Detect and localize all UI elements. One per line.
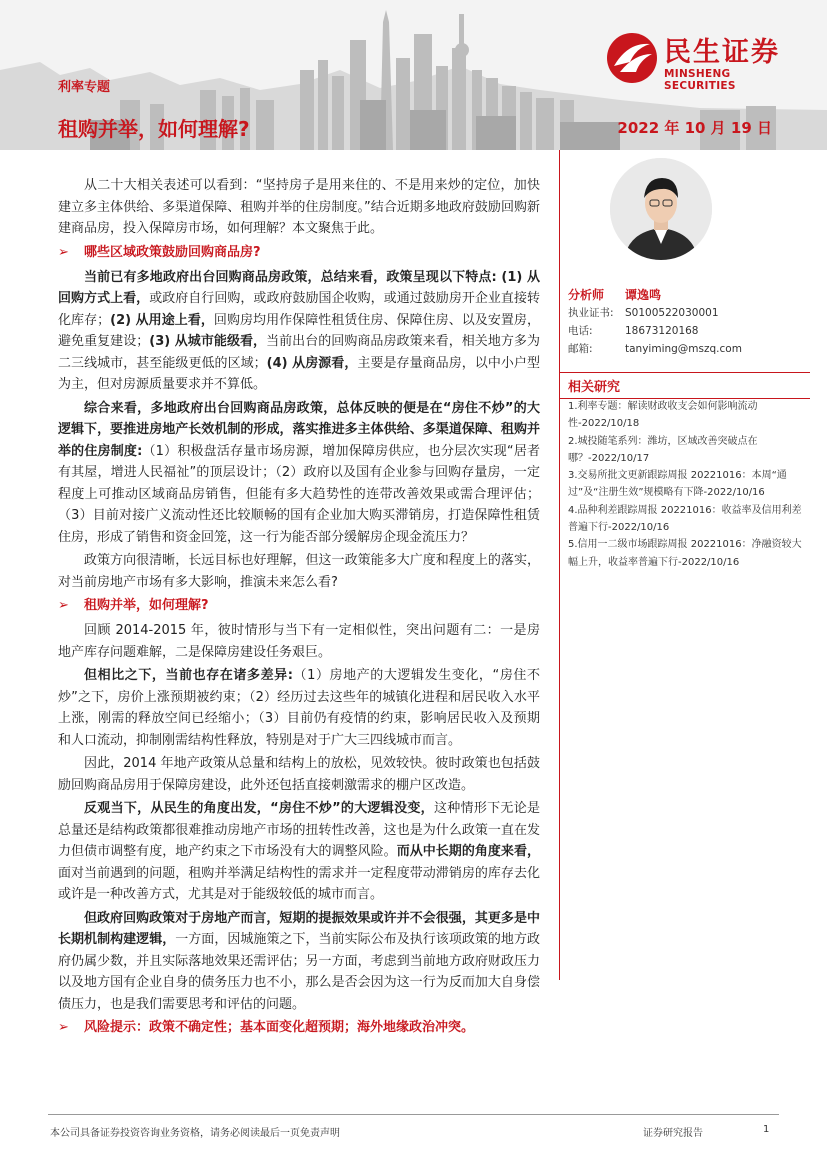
phone-label: 电话: — [568, 325, 593, 337]
phone-number: 18673120168 — [625, 325, 699, 337]
paragraph: 回顾 2014-2015 年，彼时情形与当下有一定相似性，突出问题有二：一是房地产库存问题难解，二是保障房建设任务艰巨。 — [58, 623, 540, 660]
paragraph: 但政府回购政策对于房地产而言，短期的提振效果或许并不会很强，其更多是中长期机制构建逻辑，一方面，因城施策之下，当前实际公布及执行该项政策的地方政府仍属少数，并且实际落地效果还需评估；另一方面，考虑到当前地方政府财政压力以及地方国有企业自身的债务压力也不小，那么是否会因为这一行为反而加大自身偿债压力，也是我们需要思考和评估的问题。 — [58, 910, 540, 1012]
analyst-title-label: 分析师 — [568, 288, 605, 302]
paragraph: 综合来看，多地政府出台回购商品房政策，总体反映的便是在“房住不炒”的大逻辑下，要推进房地产长效机制的形成，落实推进多主体供给、多渠道保障、租购并举的住房制度:（1）积极盘活存量市场房源，增加保障房供应，也分层次实现“居者有其屋，增进人民福祉”的顶层设计；（2）政府以及国有企业参与回购存量房，一定程度上可推动区域商品房销售，但能有多大趋势性的连带改善效果或需合理评估；（3）目前对接广义流动性还比较顺畅的国有企业加大购买滞销房，打造保障性租赁住房，形成了销售和资金回笼，这一行为能否部分缓解房企现金流压力？ — [58, 400, 541, 545]
footer-doc-type: 证券研究报告 — [643, 1128, 703, 1139]
cert-label: 执业证书: — [568, 307, 614, 319]
related-research-heading: 相关研究 — [560, 372, 810, 399]
related-research-list — [568, 398, 804, 571]
risk-warning: ➢ 风险提示：政策不确定性；基本面变化超预期；海外地缘政治冲突。 — [58, 1017, 540, 1038]
minsheng-logo — [606, 30, 806, 90]
sidebar — [559, 150, 810, 980]
paragraph: 政策方向很清晰，长远目标也好理解，但这一政策能多大广度和程度上的落实，对当前房地产市场有多大影响，推演未来怎么看? — [58, 553, 540, 590]
page-number: 1 — [763, 1124, 770, 1135]
related-item[interactable]: 3.交易所批文更新跟踪周报 20221016：本周“通过”及“注册生效”规模略有下降-2022/10/16 — [568, 470, 787, 499]
analyst-photo — [610, 158, 712, 260]
related-item[interactable]: 5.信用一二级市场跟踪周报 20221016：净融资较大幅上升，收益率普遍下行-2022/10/16 — [568, 539, 802, 568]
arrow-bullet-icon: ➢ — [58, 598, 69, 613]
analyst-info — [568, 286, 808, 358]
report-title: 租购并举，如何理解? — [58, 117, 250, 141]
analyst-name: 谭逸鸣 — [625, 288, 662, 302]
related-item[interactable]: 4.品种利差跟踪周报 20221016：收益率及信用利差普遍下行-2022/10/16 — [568, 504, 802, 534]
analyst-avatar-icon — [610, 158, 712, 260]
section-heading: ➢ 哪些区域政策鼓励回购商品房? — [58, 242, 540, 263]
cert-number: S0100522030001 — [625, 307, 719, 319]
paragraph: 但相比之下，当前也存在诸多差异:（1）房地产的大逻辑发生变化，“房住不炒”之下，房价上涨预期被约束；（2）经历过去这些年的城镇化进程和居民收入水平上涨，刚需的释放空间已经缩小；（3）目前仍有疫情的约束，影响居民收入及预期和人口流动，抑制刚需结构性释放，特别是对于广大三四线城市而言。 — [58, 668, 540, 748]
minsheng-emblem-icon — [606, 32, 658, 84]
report-date: 2022 年 10 月 19 日 — [617, 119, 772, 137]
paragraph: 反观当下，从民生的角度出发，“房住不炒”的大逻辑没变，这种情形下无论是总量还是结构政策都很难推动房地产市场的扭转性改善，这也是为什么政策一直在发力但债市调整有度，地产约束之下市场没有大的调整风险。而从中长期的角度来看，面对当前遇到的问题，租购并举满足结构性的需求并一定程度带动滞销房的库存去化或许是一种改善方式，尤其是对于能级较低的城市而言。 — [58, 801, 540, 902]
related-item[interactable]: 1.利率专题：解读财政收支会如何影响流动性-2022/10/18 — [568, 401, 758, 430]
paragraph: 因此，2014 年地产政策从总量和结构上的放松，见效较快。彼时政策也包括鼓励回购商品房用于保障房建设，此外还包括直接刺激需求的棚户区改造。 — [58, 756, 540, 793]
report-category: 利率专题 — [58, 80, 111, 95]
email-label: 邮箱: — [568, 343, 593, 355]
paragraph: 当前已有多地政府出台回购商品房政策，总结来看，政策呈现以下特点: (1) 从回购方式上看，或政府自行回购，或政府鼓励国企收购，或通过鼓励房开企业直接转化库存；(2) 从用途上看，回购房均用作保障性租赁住房、保障住房、以及安置房，避免重复建设；(3) 从城市能级看，当前出台的回购商品房政策来看，相关地方多为二三线城市，甚至能级更低的区域；(4) 从房源看，主要是存量商品房，以中小户型为主，但对房源质量要求并不算低。 — [58, 269, 540, 392]
paragraph: 从二十大相关表述可以看到：“坚持房子是用来住的、不是用来炒的定位，加快建立多主体供给、多渠道保障、租购并举的住房制度。”结合近期多地政府鼓励回购新建商品房，投入保障房市场，如何理解？本文聚焦于此。 — [58, 178, 540, 236]
arrow-bullet-icon: ➢ — [58, 244, 69, 260]
footer-divider — [48, 1114, 779, 1115]
brand-name-en: MINSHENG SECURITIES — [664, 68, 736, 92]
report-body — [58, 175, 540, 1042]
footer-disclaimer: 本公司具备证券投资咨询业务资格，请务必阅读最后一页免责声明 — [50, 1128, 340, 1139]
brand-name-cn: 民生证券 — [664, 37, 780, 68]
arrow-bullet-icon: ➢ — [58, 1020, 69, 1035]
email-address[interactable]: tanyiming@mszq.com — [625, 343, 742, 355]
section-heading: ➢ 租购并举，如何理解? — [58, 595, 540, 616]
related-item[interactable]: 2.城投随笔系列：潍坊，区域改善突破点在哪？-2022/10/17 — [568, 435, 758, 464]
